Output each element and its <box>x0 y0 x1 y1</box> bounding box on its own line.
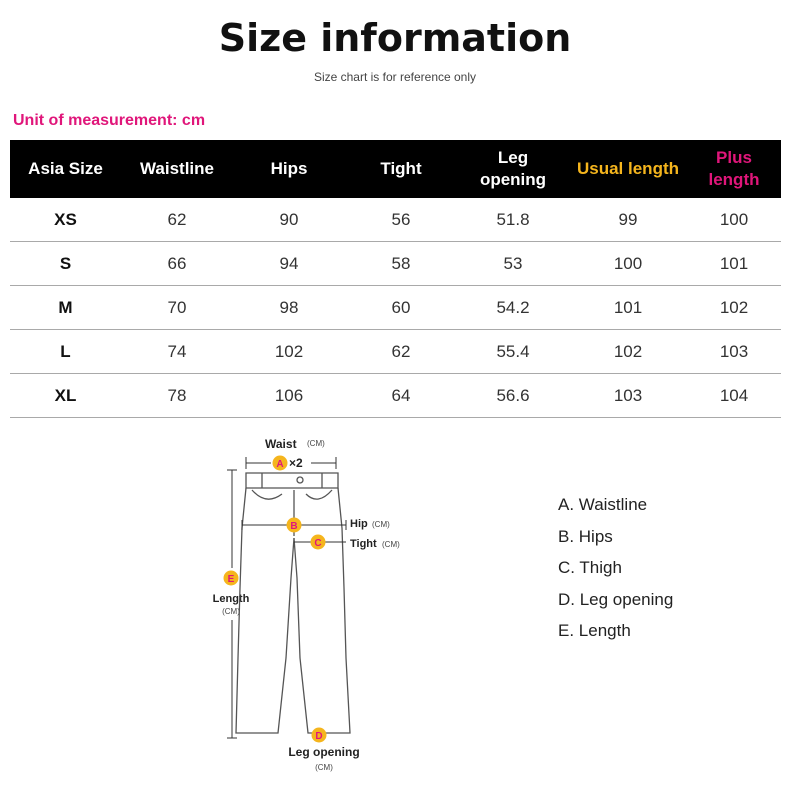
legend-item-thigh: C. Thigh <box>558 558 622 577</box>
size-cell: M <box>10 286 121 330</box>
legend-item-leg-opening: D. Leg opening <box>558 589 674 609</box>
tight-cell: 60 <box>345 286 457 330</box>
length-label: Length <box>212 593 250 605</box>
size-table <box>10 140 781 418</box>
table-row <box>10 242 781 286</box>
col-header-usual-length: Usual length <box>576 159 679 178</box>
size-cell: L <box>10 330 121 374</box>
table-row <box>10 374 781 418</box>
leg-opening-cell: 55.4 <box>457 330 569 374</box>
usual-length-cell: 100 <box>569 242 687 286</box>
waist-unit: (CM) <box>307 439 325 448</box>
col-header-plus-length: Plus length <box>708 148 760 189</box>
page-title: Size information <box>218 16 572 60</box>
marker-d-label: D <box>315 731 323 742</box>
plus-length-cell: 102 <box>687 286 781 330</box>
marker-a-label: A <box>276 459 284 470</box>
tight-cell: 64 <box>345 374 457 418</box>
waistline-cell: 74 <box>121 330 233 374</box>
table-row <box>10 330 781 374</box>
hip-unit: (CM) <box>372 520 390 529</box>
hips-cell: 94 <box>233 242 345 286</box>
tight-label: Tight <box>350 538 377 550</box>
leg-opening-unit: (CM) <box>315 763 333 772</box>
waistline-cell: 70 <box>121 286 233 330</box>
leg-opening-label: Leg opening <box>288 745 360 759</box>
unit-label: Unit of measurement: cm <box>13 112 206 129</box>
tight-cell: 58 <box>345 242 457 286</box>
hips-cell: 106 <box>233 374 345 418</box>
pants-diagram <box>170 428 430 778</box>
usual-length-cell: 101 <box>569 286 687 330</box>
hips-cell: 102 <box>233 330 345 374</box>
col-header-leg-opening <box>457 140 569 198</box>
waistline-cell: 62 <box>121 198 233 242</box>
marker-c-label: C <box>314 538 322 549</box>
usual-length-cell: 99 <box>569 198 687 242</box>
plus-length-cell: 103 <box>687 330 781 374</box>
legend-item-length: E. Length <box>558 621 631 640</box>
usual-length-cell: 102 <box>569 330 687 374</box>
leg-opening-cell: 51.8 <box>457 198 569 242</box>
col-header-tight: Tight <box>380 159 422 178</box>
col-header-asia-size: Asia Size <box>28 159 103 178</box>
size-cell: XS <box>10 198 121 242</box>
col-header-waistline: Waistline <box>140 159 214 178</box>
leg-opening-cell: 54.2 <box>457 286 569 330</box>
waist-multiplier: ×2 <box>289 456 303 470</box>
hips-cell: 90 <box>233 198 345 242</box>
usual-length-cell: 103 <box>569 374 687 418</box>
length-unit: (CM) <box>222 607 240 616</box>
legend-item-hips: B. Hips <box>558 526 613 546</box>
tight-unit: (CM) <box>382 540 400 549</box>
table-header-row <box>10 140 781 198</box>
waistline-cell: 66 <box>121 242 233 286</box>
measurement-legend <box>558 492 673 650</box>
leg-opening-header-text: Leg opening <box>479 148 547 189</box>
plus-length-cell: 100 <box>687 198 781 242</box>
hip-label: Hip <box>350 518 368 530</box>
size-cell: S <box>10 242 121 286</box>
leg-opening-cell: 53 <box>457 242 569 286</box>
page-subtitle: Size chart is for reference only <box>313 70 477 84</box>
legend-item-waistline: A. Waistline <box>558 495 648 514</box>
size-cell: XL <box>10 374 121 418</box>
table-row <box>10 198 781 242</box>
waistline-cell: 78 <box>121 374 233 418</box>
marker-e-label: E <box>227 574 235 585</box>
tight-cell: 62 <box>345 330 457 374</box>
plus-length-cell: 101 <box>687 242 781 286</box>
table-row <box>10 286 781 330</box>
waist-label: Waist <box>265 437 297 451</box>
leg-opening-cell: 56.6 <box>457 374 569 418</box>
plus-length-cell: 104 <box>687 374 781 418</box>
marker-b-label: B <box>290 521 298 532</box>
col-header-hips: Hips <box>270 159 308 178</box>
tight-cell: 56 <box>345 198 457 242</box>
hips-cell: 98 <box>233 286 345 330</box>
